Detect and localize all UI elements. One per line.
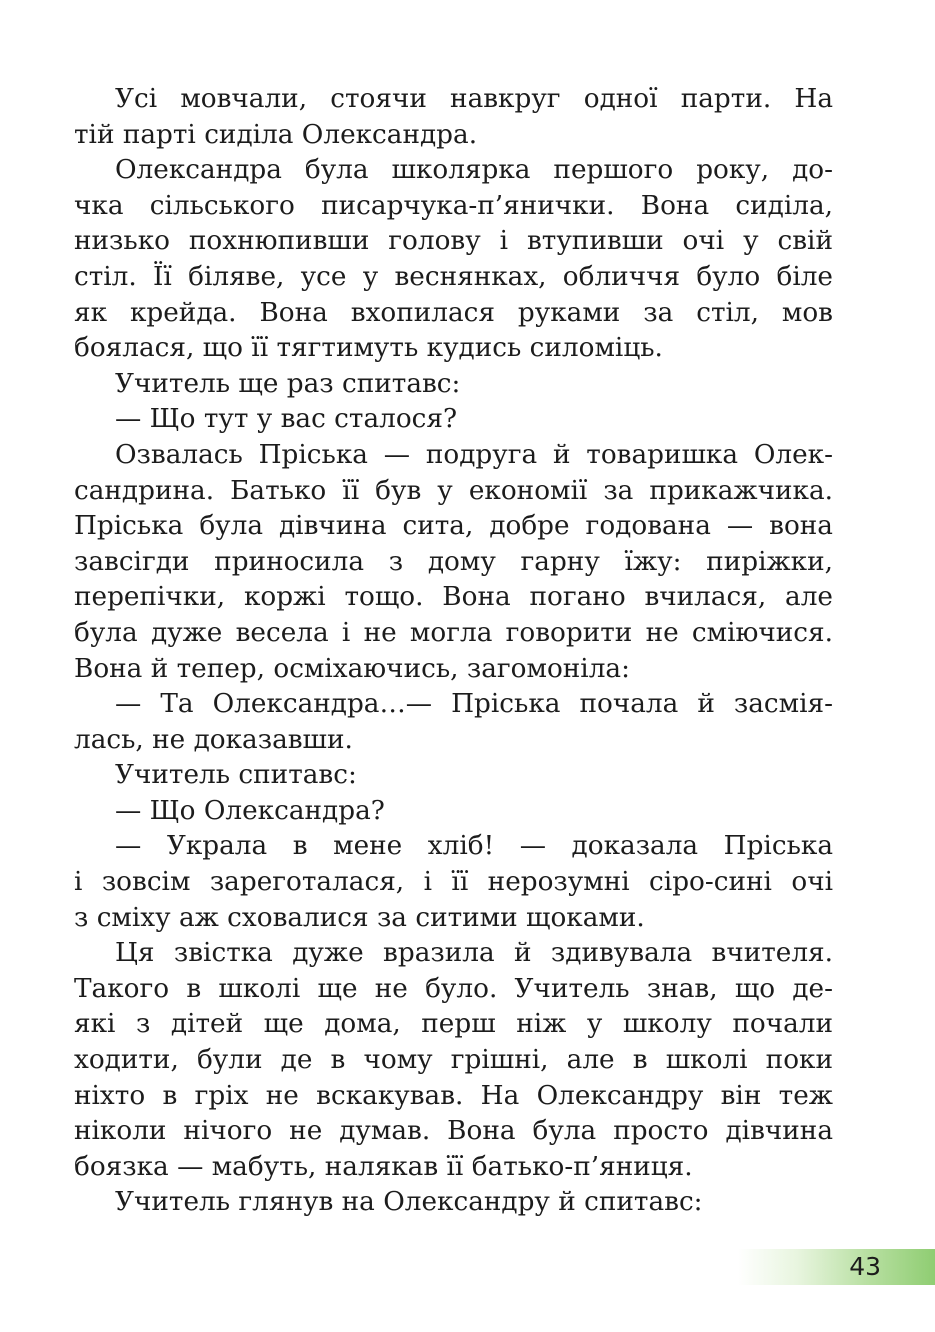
text-line: ніколи нічого не думав. Вона була просто дівчина [74, 1116, 833, 1147]
text-line: Учитель ще раз спитавс: [115, 368, 461, 399]
text-line: Пріська була дівчина сита, добре годована — вона [74, 511, 833, 542]
text-line: Ця звістка дуже вразила й здивувала вчителя. [115, 938, 833, 969]
text-line: з сміху аж сховалися за ситими щоками. [74, 902, 645, 933]
page-number: 43 [849, 1252, 881, 1281]
text-line: Вона й тепер, осміхаючись, загомоніла: [74, 653, 630, 684]
text-line: була дуже весела і не могла говорити не сміючися. [74, 617, 833, 648]
text-line: лась, не доказавши. [74, 724, 353, 755]
text-line: які з дітей ще дома, перш ніж у школу почали [74, 1009, 833, 1040]
text-line: Олександра була школярка першого року, до- [115, 155, 833, 186]
page-number-band [738, 1249, 935, 1285]
text-line: — Та Олександра…— Пріська почала й засмія- [115, 689, 833, 720]
text-line: — Що Олександра? [115, 795, 385, 826]
text-line: перепічки, коржі тощо. Вона погано вчилася, але [74, 582, 833, 613]
text-line: сандрина. Батько її був у економії за прикажчика. [74, 475, 833, 506]
text-line: Усі мовчали, стоячи навкруг одної парти. На [115, 84, 833, 114]
text-line: завсігди приносила з дому гарну їжу: пиріжки, [74, 546, 833, 577]
text-line: і зовсім зареготалася, і її нерозумні сіро-сині очі [74, 867, 833, 898]
text-line: — Що тут у вас сталося? [115, 404, 458, 435]
text-line: боязка — мабуть, налякав її батько-п’яниця. [74, 1151, 693, 1182]
text-line: низько похнюпивши голову і втупивши очі у свій [74, 226, 833, 257]
text-line: ходити, були де в чому грішні, але в школі поки [74, 1045, 833, 1076]
text-line: Учитель спитавс: [115, 760, 357, 791]
page-body-text [74, 82, 833, 1221]
text-line: тій парті сиділа Олександра. [74, 119, 478, 150]
text-line: стіл. Її біляве, усе у веснянках, обличчя було біле [74, 261, 833, 292]
text-line: чка сільського писарчука-п’янички. Вона сиділа, [74, 190, 833, 221]
text-line: як крейда. Вона вхопилася руками за стіл, мов [74, 297, 833, 328]
text-line: — Украла в мене хліб! — доказала Пріська [115, 831, 833, 862]
text-line: Учитель глянув на Олександру й спитавс: [115, 1187, 703, 1218]
text-line: Такого в школі ще не було. Учитель знав, що де- [74, 973, 833, 1004]
text-line: Озвалась Пріська — подруга й товаришка Олек- [115, 439, 833, 470]
text-line: ніхто в гріх не вскакував. На Олександру він теж [74, 1080, 833, 1111]
text-line: боялася, що її тягтимуть кудись силоміць. [74, 333, 663, 364]
